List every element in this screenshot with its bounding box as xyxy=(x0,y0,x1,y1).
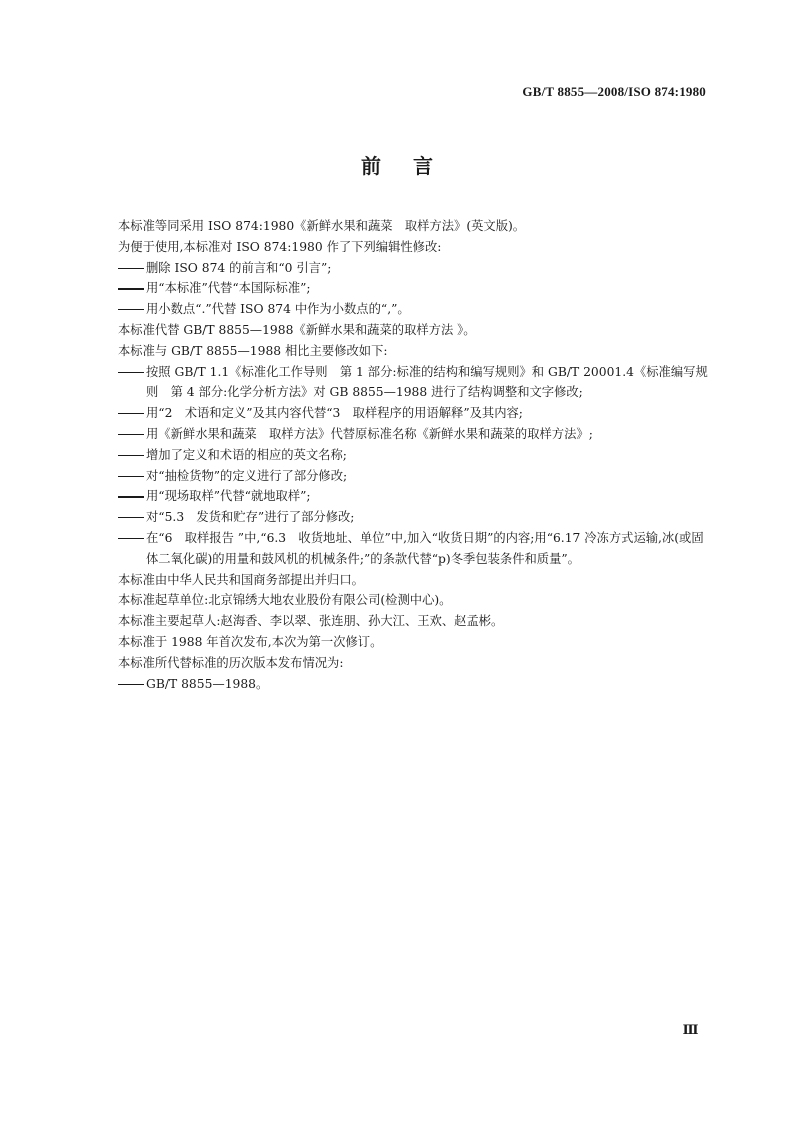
paragraph: 本标准与 GB/T 8855—1988 相比主要修改如下: xyxy=(118,343,388,358)
paragraph: 本标准所代替标准的历次版本发布情况为: xyxy=(118,655,344,670)
page-number: Ⅲ xyxy=(682,1022,698,1037)
dash-item-text: 用“现场取样”代替“就地取样”; xyxy=(146,489,311,504)
dash-list-item xyxy=(118,445,710,466)
dash-list-item xyxy=(118,258,710,279)
dash-item-text: 用《新鲜水果和蔬菜 取样方法》代替原标准名称《新鲜水果和蔬菜的取样方法》; xyxy=(146,426,593,441)
dash-list-item xyxy=(118,674,710,695)
dash-item-text: 按照 GB/T 1.1《标准化工作导则 第 1 部分:标准的结构和编写规则》和 GB/T 20001.4《标准编写规则 第 4 部分:化学分析方法》对 GB 8855—1988 进行了结构调整和文字修改; xyxy=(146,364,708,400)
dash-list-item xyxy=(118,299,710,320)
dash-list-item xyxy=(118,486,710,507)
dash-item-text: 对“抽检货物”的定义进行了部分修改; xyxy=(146,468,348,483)
dash-list-item xyxy=(118,507,710,528)
dash-list-item xyxy=(118,403,710,424)
dash-item-text: 删除 ISO 874 的前言和“0 引言”; xyxy=(146,260,332,275)
paragraph: 本标准起草单位:北京锦绣大地农业股份有限公司(检测中心)。 xyxy=(118,593,452,608)
dash-item-text: 对“5.3 发货和贮存”进行了部分修改; xyxy=(146,510,355,525)
standard-number: GB/T 8855—2008/ISO 874:1980 xyxy=(522,84,706,99)
paragraph: 本标准主要起草人:赵海香、李以翠、张连朋、孙大江、王欢、赵孟彬。 xyxy=(118,614,504,629)
dash-item-text: 在“6 取样报告 ”中,“6.3 收货地址、单位”中,加入“收货日期”的内容;用“6.17 冷冻方式运输,冰(或固体二氧化碳)的用量和鼓风机的机械条件;”的条款代替“p)冬季包装条件和质量”。 xyxy=(146,530,704,566)
dash-item-text: 增加了定义和术语的相应的英文名称; xyxy=(146,447,347,462)
dash-item-text: 用小数点“.”代替 ISO 874 中作为小数点的“,”。 xyxy=(146,302,410,317)
paragraph: 本标准代替 GB/T 8855—1988《新鲜水果和蔬菜的取样方法 》。 xyxy=(118,322,476,337)
dash-item-text: 用“本标准”代替“本国际标准”; xyxy=(146,281,311,296)
preface-body xyxy=(118,216,710,694)
dash-list-item xyxy=(118,424,710,445)
paragraph: 为便于使用,本标准对 ISO 874:1980 作了下列编辑性修改: xyxy=(118,239,442,254)
paragraph: 本标准由中华人民共和国商务部提出并归口。 xyxy=(118,572,364,587)
dash-list-item xyxy=(118,278,710,299)
paragraph: 本标准于 1988 年首次发布,本次为第一次修订。 xyxy=(118,634,383,649)
dash-item-text: GB/T 8855—1988。 xyxy=(146,676,269,691)
dash-item-text: 用“2 术语和定义”及其内容代替“3 取样程序的用语解释”及其内容; xyxy=(146,406,523,421)
page-title: 前言 xyxy=(361,154,465,178)
dash-list-item xyxy=(118,466,710,487)
dash-list-item xyxy=(118,362,710,404)
paragraph: 本标准等同采用 ISO 874:1980《新鲜水果和蔬菜 取样方法》(英文版)。 xyxy=(118,219,526,233)
dash-list-item xyxy=(118,528,710,570)
